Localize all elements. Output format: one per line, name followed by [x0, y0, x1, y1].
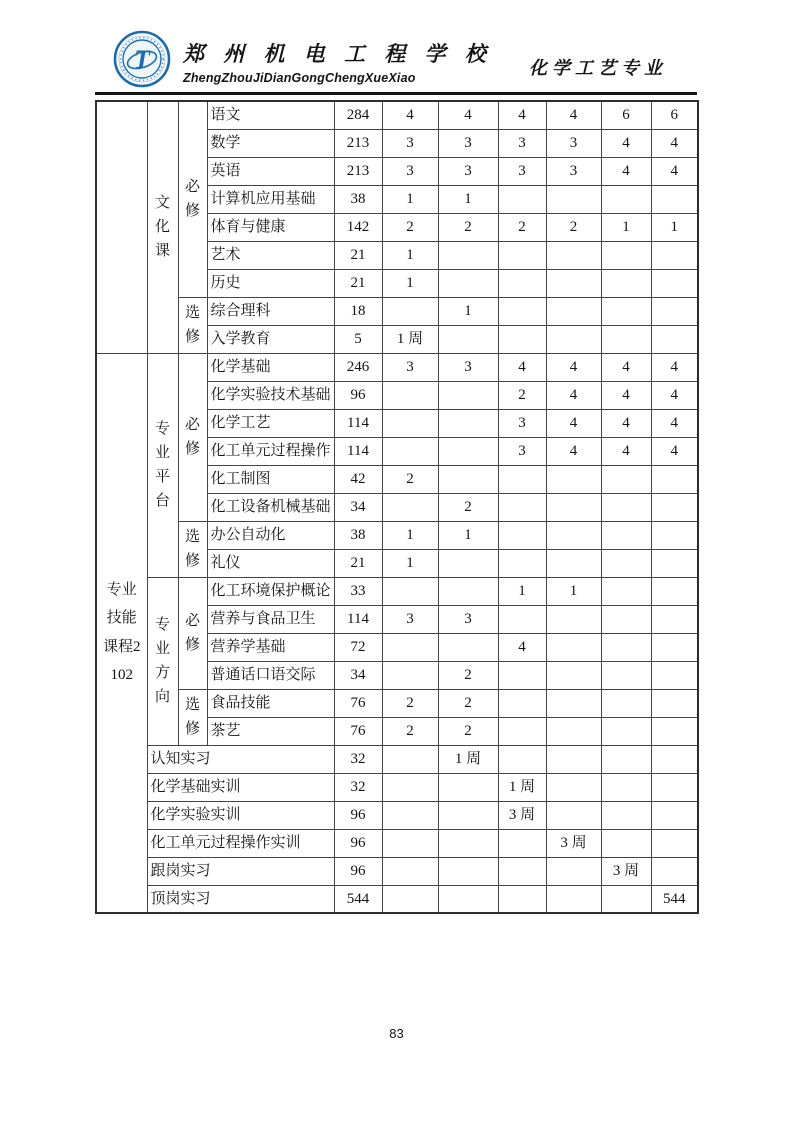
- course-name-cell: 礼仪: [207, 549, 334, 577]
- semester-cell: [651, 689, 698, 717]
- course-name-cell: 入学教育: [207, 325, 334, 353]
- course-name-cell: 化工设备机械基础: [207, 493, 334, 521]
- semester-cell: [382, 661, 438, 689]
- semester-cell: 4: [601, 353, 651, 381]
- semester-cell: 2: [382, 689, 438, 717]
- semester-cell: [546, 605, 601, 633]
- semester-cell: 2: [438, 493, 498, 521]
- semester-cell: [546, 801, 601, 829]
- semester-cell: [651, 661, 698, 689]
- semester-cell: [601, 493, 651, 521]
- semester-cell: [498, 241, 546, 269]
- semester-cell: 1: [601, 213, 651, 241]
- course-name-cell: 化学基础: [207, 353, 334, 381]
- semester-cell: [438, 269, 498, 297]
- semester-cell: [382, 773, 438, 801]
- semester-cell: [438, 773, 498, 801]
- semester-cell: [651, 717, 698, 745]
- semester-cell: 2: [382, 717, 438, 745]
- table-row: [96, 885, 698, 913]
- semester-cell: [498, 493, 546, 521]
- semester-cell: 4: [438, 101, 498, 129]
- semester-cell: [601, 829, 651, 857]
- course-hours-cell: 34: [334, 493, 382, 521]
- table-row: [96, 101, 698, 129]
- semester-cell: 1: [651, 213, 698, 241]
- semester-cell: 1: [382, 521, 438, 549]
- course-hours-cell: 42: [334, 465, 382, 493]
- semester-cell: [651, 297, 698, 325]
- semester-cell: [382, 829, 438, 857]
- semester-cell: [498, 689, 546, 717]
- semester-cell: [601, 297, 651, 325]
- semester-cell: [651, 493, 698, 521]
- course-hours-cell: 96: [334, 829, 382, 857]
- semester-cell: 1: [438, 297, 498, 325]
- course-hours-cell: 96: [334, 801, 382, 829]
- semester-cell: 1 周: [438, 745, 498, 773]
- course-hours-cell: 32: [334, 773, 382, 801]
- semester-cell: [498, 857, 546, 885]
- semester-cell: 3: [498, 129, 546, 157]
- semester-cell: [382, 297, 438, 325]
- semester-cell: [382, 437, 438, 465]
- course-category-cell: 文化课: [147, 101, 178, 353]
- course-name-cell: 英语: [207, 157, 334, 185]
- semester-cell: [546, 269, 601, 297]
- table-row: [96, 801, 698, 829]
- semester-cell: [382, 633, 438, 661]
- semester-cell: 4: [498, 353, 546, 381]
- semester-cell: 6: [651, 101, 698, 129]
- semester-cell: 3: [438, 129, 498, 157]
- semester-cell: 4: [601, 437, 651, 465]
- semester-cell: [651, 745, 698, 773]
- semester-cell: 3: [498, 409, 546, 437]
- semester-cell: 1: [382, 269, 438, 297]
- semester-cell: [382, 885, 438, 913]
- semester-cell: [651, 857, 698, 885]
- course-name-cell: 化学实验技术基础: [207, 381, 334, 409]
- semester-cell: 3: [546, 157, 601, 185]
- course-hours-cell: 213: [334, 157, 382, 185]
- semester-cell: [498, 717, 546, 745]
- semester-cell: [546, 717, 601, 745]
- semester-cell: 2: [546, 213, 601, 241]
- semester-cell: [546, 745, 601, 773]
- course-name-cell: 化学实验实训: [147, 801, 334, 829]
- semester-cell: 3: [546, 129, 601, 157]
- semester-cell: [546, 465, 601, 493]
- semester-cell: 4: [546, 101, 601, 129]
- table-row: [96, 745, 698, 773]
- semester-cell: [438, 801, 498, 829]
- course-hours-cell: 213: [334, 129, 382, 157]
- course-name-cell: 数学: [207, 129, 334, 157]
- semester-cell: 1 周: [382, 325, 438, 353]
- semester-cell: 1: [438, 521, 498, 549]
- semester-cell: 4: [651, 353, 698, 381]
- school-pinyin: ZhengZhouJiDianGongChengXueXiao: [183, 71, 416, 85]
- semester-cell: 4: [546, 409, 601, 437]
- semester-cell: [601, 241, 651, 269]
- semester-cell: [601, 549, 651, 577]
- course-name-cell: 化学工艺: [207, 409, 334, 437]
- semester-cell: [651, 465, 698, 493]
- semester-cell: [382, 801, 438, 829]
- semester-cell: [498, 465, 546, 493]
- semester-cell: 3: [382, 605, 438, 633]
- course-type-cell: 选修: [178, 521, 207, 577]
- semester-cell: [651, 325, 698, 353]
- semester-cell: [438, 437, 498, 465]
- semester-cell: [601, 269, 651, 297]
- semester-cell: [438, 633, 498, 661]
- course-name-cell: 茶艺: [207, 717, 334, 745]
- course-category-cell: 专业平台: [147, 353, 178, 577]
- semester-cell: 1 周: [498, 773, 546, 801]
- course-name-cell: 历史: [207, 269, 334, 297]
- course-hours-cell: 544: [334, 885, 382, 913]
- semester-cell: 2: [498, 213, 546, 241]
- semester-cell: [546, 493, 601, 521]
- course-hours-cell: 114: [334, 605, 382, 633]
- semester-cell: 2: [438, 717, 498, 745]
- semester-cell: 4: [651, 437, 698, 465]
- semester-cell: 4: [601, 409, 651, 437]
- school-name: 郑 州 机 电 工 程 学 校: [183, 42, 493, 66]
- course-hours-cell: 21: [334, 241, 382, 269]
- semester-cell: [382, 409, 438, 437]
- course-name-cell: 顶岗实习: [147, 885, 334, 913]
- course-hours-cell: 21: [334, 269, 382, 297]
- table-row: [96, 773, 698, 801]
- semester-cell: 4: [601, 381, 651, 409]
- semester-cell: [601, 801, 651, 829]
- semester-cell: [498, 829, 546, 857]
- table-row: [96, 829, 698, 857]
- semester-cell: [498, 325, 546, 353]
- table-row: [96, 521, 698, 549]
- semester-cell: [651, 241, 698, 269]
- course-name-cell: 艺术: [207, 241, 334, 269]
- course-hours-cell: 142: [334, 213, 382, 241]
- semester-cell: [438, 381, 498, 409]
- semester-cell: [546, 689, 601, 717]
- table-row: [96, 857, 698, 885]
- semester-cell: [498, 661, 546, 689]
- course-name-cell: 化工环境保护概论: [207, 577, 334, 605]
- semester-cell: 4: [651, 157, 698, 185]
- semester-cell: [601, 185, 651, 213]
- course-name-cell: 化学基础实训: [147, 773, 334, 801]
- semester-cell: [651, 633, 698, 661]
- course-hours-cell: 96: [334, 857, 382, 885]
- school-logo-icon: [113, 30, 171, 88]
- semester-cell: [498, 605, 546, 633]
- course-hours-cell: 5: [334, 325, 382, 353]
- course-name-cell: 认知实习: [147, 745, 334, 773]
- semester-cell: 4: [382, 101, 438, 129]
- semester-cell: 3 周: [601, 857, 651, 885]
- semester-cell: [498, 297, 546, 325]
- semester-cell: [546, 549, 601, 577]
- semester-cell: 1: [382, 241, 438, 269]
- course-name-cell: 跟岗实习: [147, 857, 334, 885]
- course-hours-cell: 114: [334, 437, 382, 465]
- semester-cell: 4: [546, 381, 601, 409]
- semester-cell: [498, 745, 546, 773]
- semester-cell: [498, 185, 546, 213]
- semester-cell: [601, 717, 651, 745]
- course-type-cell: 必修: [178, 101, 207, 297]
- semester-cell: [382, 857, 438, 885]
- semester-cell: [546, 857, 601, 885]
- semester-cell: 4: [546, 353, 601, 381]
- curriculum-table-body: [96, 101, 698, 913]
- semester-cell: [651, 605, 698, 633]
- course-type-cell: 必修: [178, 577, 207, 689]
- course-category-cell: 专业方向: [147, 577, 178, 745]
- svg-text:T: T: [134, 45, 150, 74]
- course-name-cell: 食品技能: [207, 689, 334, 717]
- page-header: [95, 30, 697, 94]
- semester-cell: 1: [438, 185, 498, 213]
- semester-cell: [382, 381, 438, 409]
- semester-cell: [498, 885, 546, 913]
- semester-cell: 1: [498, 577, 546, 605]
- course-name-cell: 化工单元过程操作: [207, 437, 334, 465]
- course-group-cell: 专业技能课程2102: [96, 353, 147, 913]
- semester-cell: 1: [546, 577, 601, 605]
- course-hours-cell: 96: [334, 381, 382, 409]
- course-hours-cell: 32: [334, 745, 382, 773]
- course-hours-cell: 21: [334, 549, 382, 577]
- semester-cell: 4: [651, 381, 698, 409]
- semester-cell: 4: [546, 437, 601, 465]
- semester-cell: [651, 801, 698, 829]
- semester-cell: 6: [601, 101, 651, 129]
- course-hours-cell: 76: [334, 717, 382, 745]
- semester-cell: [601, 689, 651, 717]
- course-type-cell: 选修: [178, 297, 207, 353]
- semester-cell: [601, 521, 651, 549]
- semester-cell: [651, 185, 698, 213]
- semester-cell: [601, 465, 651, 493]
- course-name-cell: 办公自动化: [207, 521, 334, 549]
- page-number: 83: [389, 1026, 404, 1041]
- course-type-cell: 选修: [178, 689, 207, 745]
- semester-cell: [546, 325, 601, 353]
- semester-cell: 3: [438, 353, 498, 381]
- semester-cell: 2: [438, 689, 498, 717]
- course-hours-cell: 76: [334, 689, 382, 717]
- semester-cell: [438, 241, 498, 269]
- semester-cell: [601, 325, 651, 353]
- semester-cell: [601, 885, 651, 913]
- course-name-cell: 普通话口语交际: [207, 661, 334, 689]
- semester-cell: [438, 549, 498, 577]
- semester-cell: 2: [498, 381, 546, 409]
- semester-cell: [438, 325, 498, 353]
- semester-cell: [546, 633, 601, 661]
- semester-cell: 3 周: [546, 829, 601, 857]
- page-footer: [0, 1026, 793, 1041]
- semester-cell: [438, 857, 498, 885]
- course-name-cell: 综合理科: [207, 297, 334, 325]
- semester-cell: 4: [601, 129, 651, 157]
- semester-cell: [438, 465, 498, 493]
- semester-cell: 4: [601, 157, 651, 185]
- semester-cell: [382, 577, 438, 605]
- semester-cell: [382, 493, 438, 521]
- semester-cell: 3: [382, 129, 438, 157]
- course-hours-cell: 114: [334, 409, 382, 437]
- semester-cell: [498, 549, 546, 577]
- semester-cell: [601, 577, 651, 605]
- course-name-cell: 化工单元过程操作实训: [147, 829, 334, 857]
- semester-cell: [651, 549, 698, 577]
- semester-cell: 3: [498, 437, 546, 465]
- semester-cell: [651, 829, 698, 857]
- semester-cell: 1: [382, 185, 438, 213]
- semester-cell: [601, 633, 651, 661]
- semester-cell: 2: [382, 213, 438, 241]
- school-identity: [183, 38, 493, 85]
- semester-cell: [438, 577, 498, 605]
- semester-cell: [546, 885, 601, 913]
- semester-cell: [546, 297, 601, 325]
- table-row: [96, 689, 698, 717]
- semester-cell: [601, 773, 651, 801]
- semester-cell: [651, 773, 698, 801]
- semester-cell: [651, 577, 698, 605]
- semester-cell: 4: [498, 633, 546, 661]
- semester-cell: 3: [382, 353, 438, 381]
- semester-cell: 2: [382, 465, 438, 493]
- semester-cell: [651, 269, 698, 297]
- semester-cell: [438, 409, 498, 437]
- semester-cell: 544: [651, 885, 698, 913]
- semester-cell: 1: [382, 549, 438, 577]
- semester-cell: [651, 521, 698, 549]
- course-hours-cell: 38: [334, 185, 382, 213]
- semester-cell: [498, 521, 546, 549]
- semester-cell: 3: [438, 605, 498, 633]
- header-divider: [95, 92, 697, 95]
- course-hours-cell: 72: [334, 633, 382, 661]
- course-hours-cell: 34: [334, 661, 382, 689]
- semester-cell: [546, 521, 601, 549]
- semester-cell: [546, 661, 601, 689]
- course-name-cell: 营养学基础: [207, 633, 334, 661]
- course-group-cell: [96, 101, 147, 353]
- course-name-cell: 计算机应用基础: [207, 185, 334, 213]
- course-hours-cell: 284: [334, 101, 382, 129]
- semester-cell: [498, 269, 546, 297]
- semester-cell: 3: [498, 157, 546, 185]
- course-hours-cell: 33: [334, 577, 382, 605]
- semester-cell: 2: [438, 213, 498, 241]
- course-hours-cell: 246: [334, 353, 382, 381]
- semester-cell: 4: [498, 101, 546, 129]
- semester-cell: [438, 829, 498, 857]
- semester-cell: 4: [651, 409, 698, 437]
- semester-cell: [546, 773, 601, 801]
- course-name-cell: 化工制图: [207, 465, 334, 493]
- semester-cell: 3: [382, 157, 438, 185]
- semester-cell: [601, 745, 651, 773]
- course-hours-cell: 18: [334, 297, 382, 325]
- course-name-cell: 体育与健康: [207, 213, 334, 241]
- semester-cell: [382, 745, 438, 773]
- semester-cell: [546, 185, 601, 213]
- semester-cell: [601, 661, 651, 689]
- semester-cell: [601, 605, 651, 633]
- semester-cell: 3 周: [498, 801, 546, 829]
- semester-cell: 2: [438, 661, 498, 689]
- semester-cell: [546, 241, 601, 269]
- course-name-cell: 语文: [207, 101, 334, 129]
- curriculum-table: [95, 100, 699, 914]
- course-name-cell: 营养与食品卫生: [207, 605, 334, 633]
- table-row: [96, 353, 698, 381]
- course-type-cell: 必修: [178, 353, 207, 521]
- major-title: 化学工艺专业: [529, 58, 667, 78]
- table-row: [96, 577, 698, 605]
- semester-cell: 4: [651, 129, 698, 157]
- semester-cell: [438, 885, 498, 913]
- semester-cell: 3: [438, 157, 498, 185]
- table-row: [96, 297, 698, 325]
- course-hours-cell: 38: [334, 521, 382, 549]
